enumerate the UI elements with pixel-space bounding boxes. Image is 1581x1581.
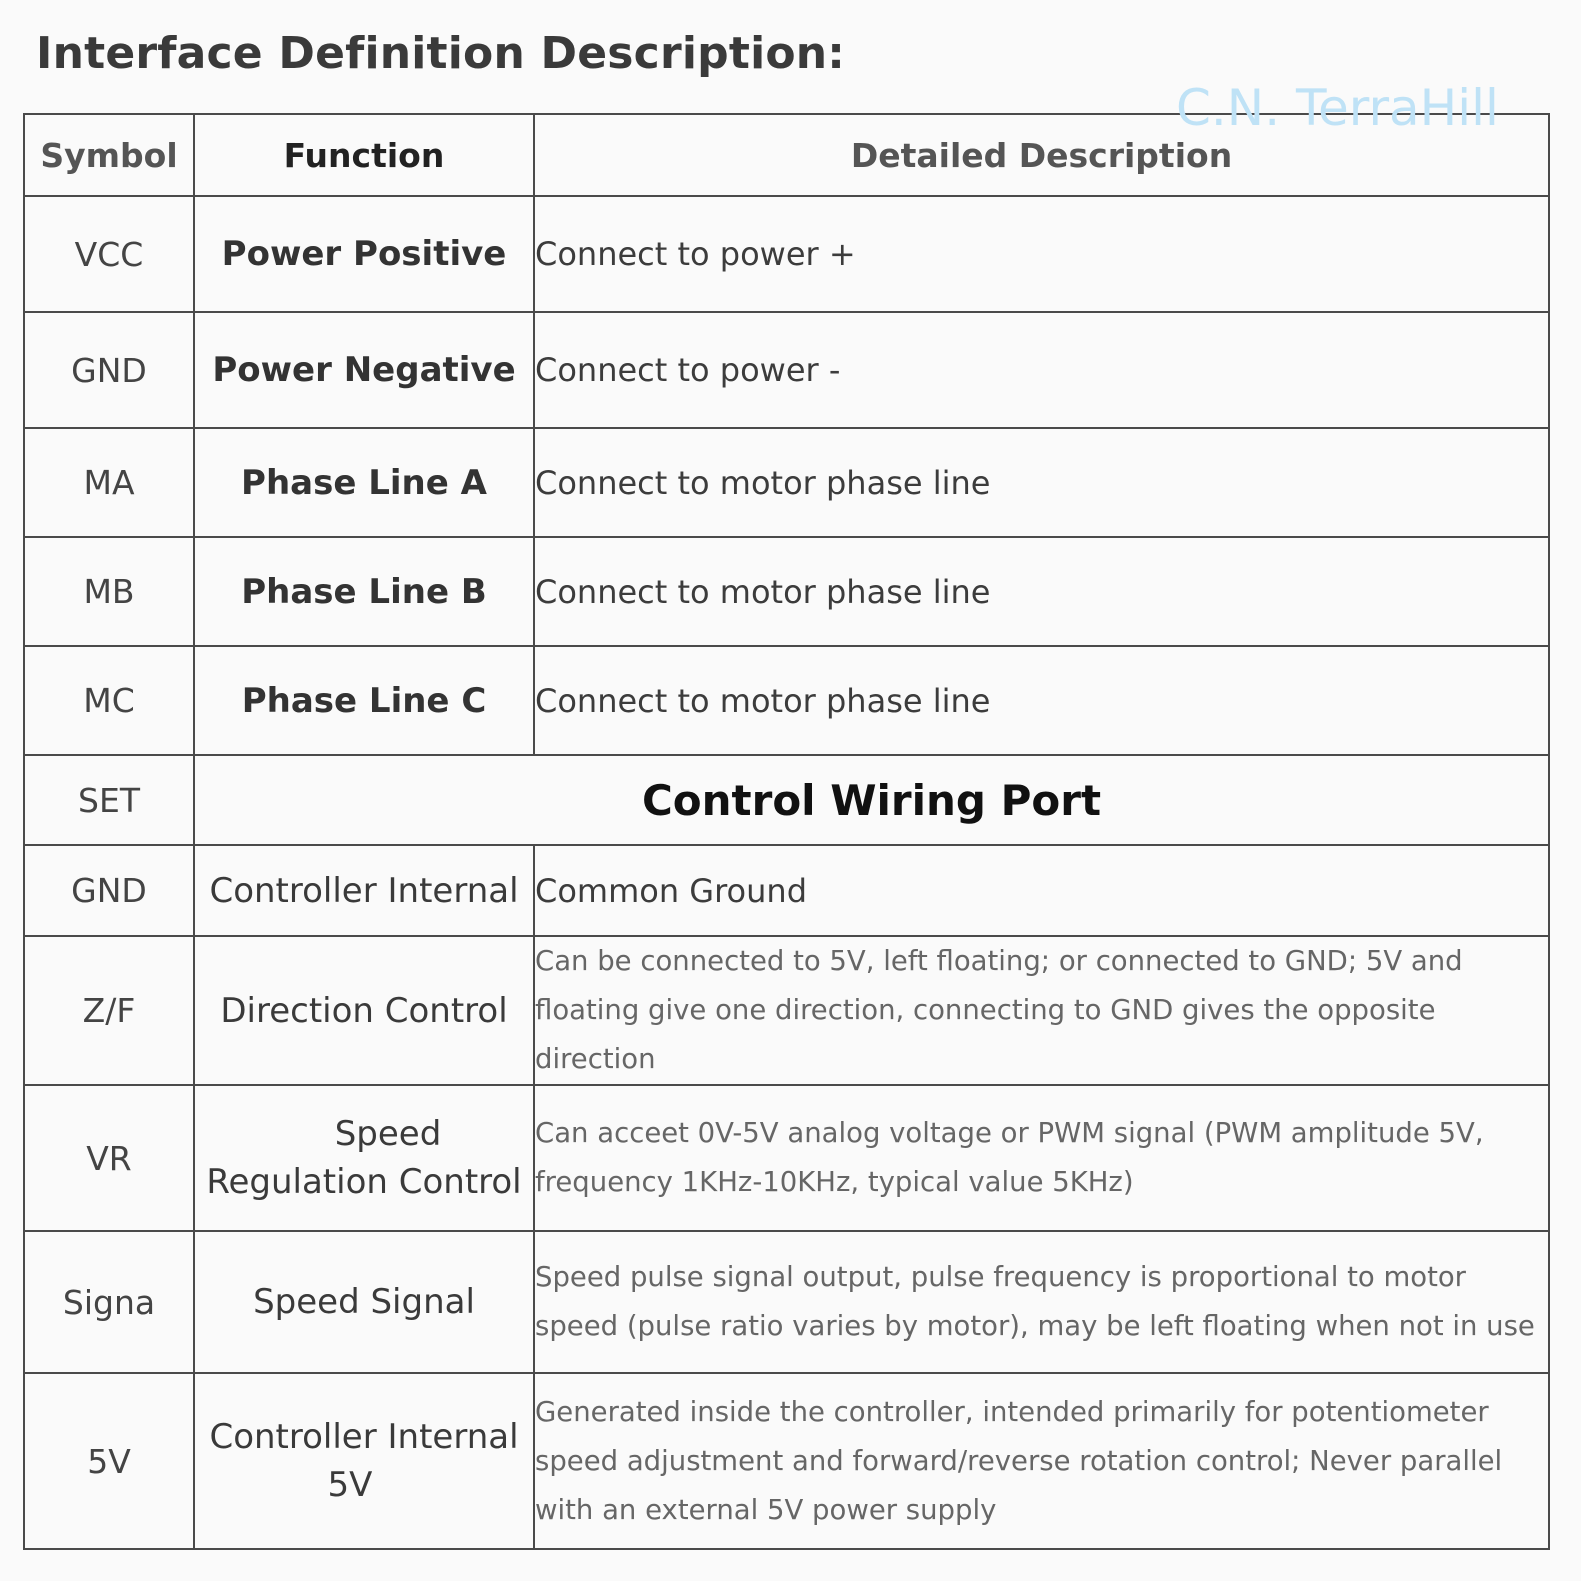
description-cell: Can acceet 0V-5V analog voltage or PWM signal (PWM amplitude 5V, frequency 1KHz-10KHz, typical value 5KHz) xyxy=(534,1085,1549,1231)
symbol-cell: VCC xyxy=(24,196,194,312)
description-cell: Connect to power - xyxy=(534,312,1549,428)
function-cell: Power Negative xyxy=(194,312,534,428)
description-cell: Connect to motor phase line xyxy=(534,428,1549,537)
table-row xyxy=(24,845,1549,936)
function-line: 5V xyxy=(327,1465,373,1505)
table-row xyxy=(24,428,1549,537)
table-row xyxy=(24,1231,1549,1373)
description-cell: Can be connected to 5V, left floating; or connected to GND; 5V and floating give one direction, connecting to GND gives the opposite direction xyxy=(534,936,1549,1085)
header-symbol: Symbol xyxy=(24,114,194,196)
table-row xyxy=(24,936,1549,1085)
symbol-cell: MC xyxy=(24,646,194,755)
function-line: Speed xyxy=(334,1114,442,1154)
description-cell: Generated inside the controller, intended primarily for potentiometer speed adjustment and forward/reverse rotation control; Never parallel with an external 5V power supply xyxy=(534,1373,1549,1549)
function-cell xyxy=(194,1085,534,1231)
function-line: Controller Internal xyxy=(209,870,519,911)
symbol-cell: VR xyxy=(24,1085,194,1231)
function-cell: Phase Line C xyxy=(194,646,534,755)
symbol-cell: 5V xyxy=(24,1373,194,1549)
symbol-cell: GND xyxy=(24,845,194,936)
symbol-cell: GND xyxy=(24,312,194,428)
description-cell: Connect to motor phase line xyxy=(534,537,1549,646)
description-cell: Connect to power + xyxy=(534,196,1549,312)
header-description: Detailed Description xyxy=(534,114,1549,196)
function-cell xyxy=(194,1231,534,1373)
function-cell xyxy=(194,936,534,1085)
table-row xyxy=(24,1373,1549,1549)
symbol-cell: MB xyxy=(24,537,194,646)
function-cell: Power Positive xyxy=(194,196,534,312)
table-row xyxy=(24,312,1549,428)
table-row xyxy=(24,537,1549,646)
description-cell: Speed pulse signal output, pulse frequency is proportional to motor speed (pulse ratio varies by motor), may be left floating when not in use xyxy=(534,1231,1549,1373)
function-line: Regulation Control xyxy=(206,1162,522,1202)
header-function: Function xyxy=(194,114,534,196)
function-line: Direction Control xyxy=(220,990,508,1031)
symbol-cell: SET xyxy=(24,755,194,845)
function-line: Controller Internal xyxy=(209,1417,519,1457)
section-row xyxy=(24,755,1549,845)
description-cell: Connect to motor phase line xyxy=(534,646,1549,755)
table-row xyxy=(24,196,1549,312)
page-title: Interface Definition Description: xyxy=(36,28,846,79)
description-cell: Common Ground xyxy=(534,845,1549,936)
interface-table xyxy=(23,113,1550,1550)
function-cell: Phase Line A xyxy=(194,428,534,537)
table-row xyxy=(24,1085,1549,1231)
function-line: Speed Signal xyxy=(253,1282,475,1322)
table-row xyxy=(24,646,1549,755)
section-title: Control Wiring Port xyxy=(194,755,1549,845)
symbol-cell: Z/F xyxy=(24,936,194,1085)
watermark-text: C.N. TerraHill xyxy=(1176,79,1499,137)
symbol-cell: MA xyxy=(24,428,194,537)
function-cell xyxy=(194,845,534,936)
function-cell: Phase Line B xyxy=(194,537,534,646)
symbol-cell: Signa xyxy=(24,1231,194,1373)
function-cell xyxy=(194,1373,534,1549)
